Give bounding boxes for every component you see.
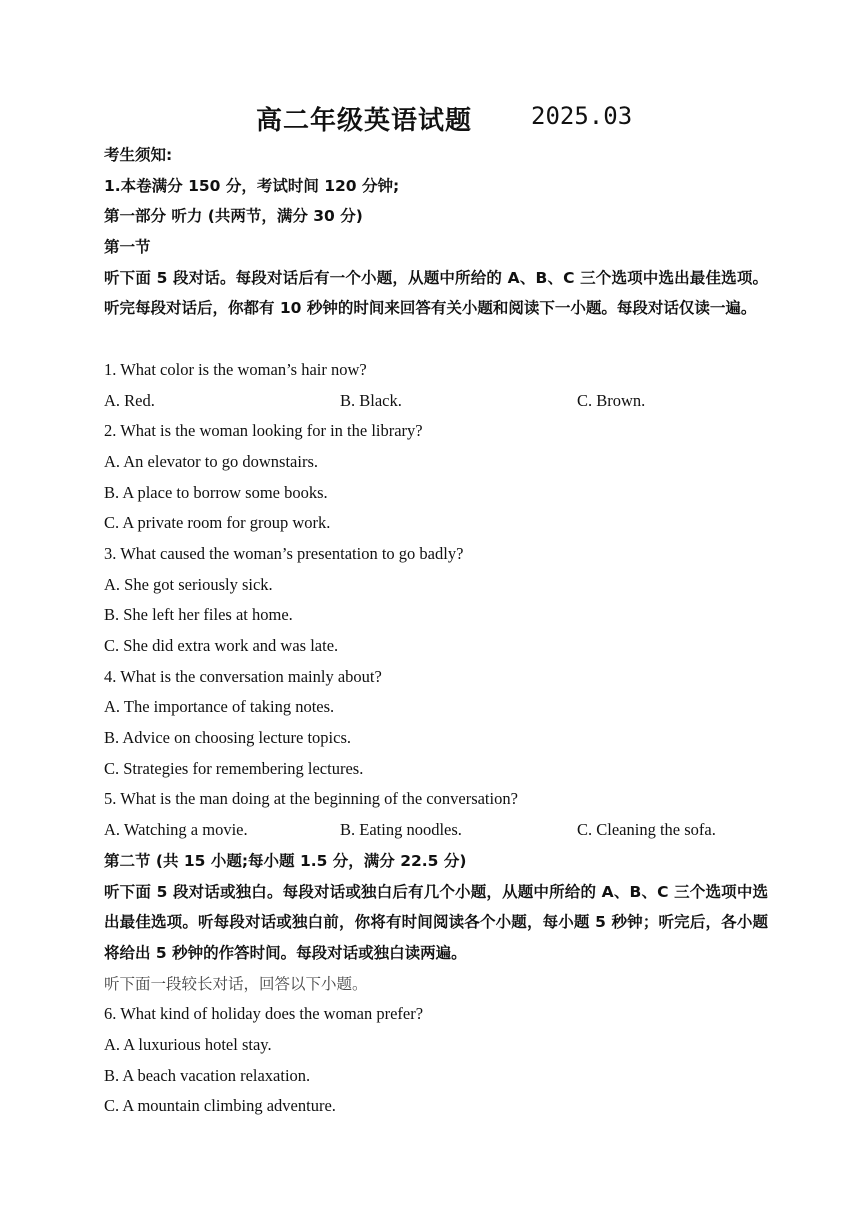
question-5-option-c: C. Cleaning the sofa.: [577, 820, 716, 840]
question-5-option-a: A. Watching a movie.: [104, 820, 248, 840]
question-6-option-b: B. A beach vacation relaxation.: [104, 1065, 311, 1085]
notice-heading: 考生须知:: [104, 146, 173, 164]
page-title: 高二年级英语试题: [256, 106, 473, 136]
question-5-option-b: B. Eating noodles.: [340, 820, 462, 840]
question-1-stem: 1. What color is the woman’s hair now?: [104, 359, 367, 379]
question-1-option-c: C. Brown.: [577, 390, 646, 410]
question-6-option-a: A. A luxurious hotel stay.: [104, 1035, 272, 1054]
title-row: [0, 100, 868, 140]
question-1-option-a: A. Red.: [104, 390, 155, 410]
part1-heading: 第一部分 听力 (共两节，满分 30 分): [104, 207, 363, 226]
section1-instructions: 听下面 5 段对话。每段对话后有一个小题，从题中所给的 A、B、C 三个选项中选出最佳选项。听完每段对话后，你都有 10 秒钟的时间来回答有关小题和阅读下一小题。每段对话仅读一遍。: [104, 268, 768, 318]
question-1-options: [104, 386, 768, 417]
question-3-stem: 3. What caused the woman’s presentation to go badly?: [104, 543, 464, 563]
question-2-stem: 2. What is the woman looking for in the library?: [104, 421, 423, 441]
question-2-option-b: B. A place to borrow some books.: [104, 482, 328, 502]
exam-date: 2025.03: [531, 102, 633, 130]
question-6-stem: 6. What kind of holiday does the woman prefer?: [104, 1004, 424, 1024]
section2-sub-instruction: 听下面一段较长对话，回答以下小题。: [104, 974, 368, 993]
question-3-option-b: B. She left her files at home.: [104, 605, 293, 625]
question-5-stem: 5. What is the man doing at the beginning of the conversation?: [104, 789, 518, 809]
question-2-option-c: C. A private room for group work.: [104, 513, 331, 533]
section1-heading: 第一节: [104, 238, 151, 257]
exam-content: [104, 140, 768, 1122]
question-4-option-b: B. Advice on choosing lecture topics.: [104, 728, 351, 748]
notice-item-1: 1.本卷满分 150 分，考试时间 120 分钟;: [104, 176, 400, 195]
question-5-options: [104, 815, 768, 846]
question-2-option-a: A. An elevator to go downstairs.: [104, 451, 319, 471]
question-3-option-a: A. She got seriously sick.: [104, 574, 273, 594]
question-1-option-b: B. Black.: [340, 390, 402, 410]
question-3-option-c: C. She did extra work and was late.: [104, 636, 339, 656]
question-4-option-c: C. Strategies for remembering lectures.: [104, 758, 364, 778]
question-6-option-c: C. A mountain climbing adventure.: [104, 1096, 336, 1116]
section2-instructions: 听下面 5 段对话或独白。每段对话或独白后有几个小题，从题中所给的 A、B、C 三个选项中选出最佳选项。听每段对话或独白前，你将有时间阅读各个小题，每小题 5 秒钟；听完后，各小题将给出 5 秒钟的作答时间。每段对话或独白读两遍。: [104, 882, 768, 962]
question-4-stem: 4. What is the conversation mainly about?: [104, 666, 382, 686]
section2-heading: 第二节 (共 15 小题;每小题 1.5 分，满分 22.5 分): [104, 851, 467, 870]
question-4-option-a: A. The importance of taking notes.: [104, 697, 335, 717]
